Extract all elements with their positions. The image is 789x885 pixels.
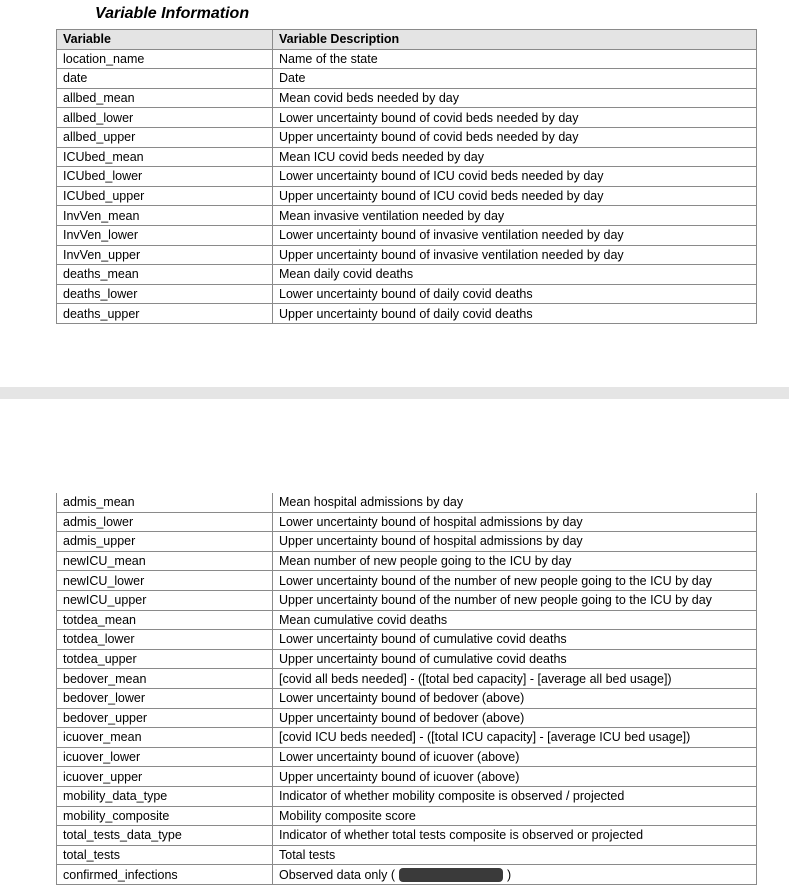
variable-description: Lower uncertainty bound of the number of new people going to the ICU by day (273, 571, 757, 591)
variable-table-page1 (56, 29, 757, 324)
table-row (57, 225, 757, 245)
variable-description (273, 865, 757, 885)
variable-description: Lower uncertainty bound of cumulative covid deaths (273, 630, 757, 650)
variable-description: Mean covid beds needed by day (273, 88, 757, 108)
table-row (57, 806, 757, 826)
description-text-end: ) (507, 867, 512, 882)
variable-name: totdea_upper (57, 649, 273, 669)
variable-name: icuover_upper (57, 767, 273, 787)
variable-name: icuover_lower (57, 747, 273, 767)
variable-name: admis_lower (57, 512, 273, 532)
variable-name: location_name (57, 49, 273, 69)
variable-name: allbed_lower (57, 108, 273, 128)
variable-description: [covid all beds needed] - ([total bed capacity] - [average all bed usage]) (273, 669, 757, 689)
table-row (57, 186, 757, 206)
variable-name: deaths_mean (57, 265, 273, 285)
table-row (57, 669, 757, 689)
table-row (57, 206, 757, 226)
variable-name: ICUbed_upper (57, 186, 273, 206)
table-row (57, 147, 757, 167)
variable-description: Lower uncertainty bound of ICU covid beds needed by day (273, 167, 757, 187)
variable-name: allbed_upper (57, 127, 273, 147)
description-text: Observed data only ( (279, 867, 396, 882)
variable-name: newICU_lower (57, 571, 273, 591)
table-row (57, 304, 757, 324)
table-row (57, 610, 757, 630)
variable-name: admis_mean (57, 493, 273, 512)
variable-description: Indicator of whether mobility composite is observed / projected (273, 786, 757, 806)
variable-name: bedover_lower (57, 688, 273, 708)
redaction-box (399, 868, 503, 882)
variable-table-page2 (56, 493, 757, 885)
table-row (57, 265, 757, 285)
variable-description: Lower uncertainty bound of hospital admissions by day (273, 512, 757, 532)
table-row (57, 845, 757, 865)
table-row (57, 167, 757, 187)
table-row (57, 728, 757, 748)
variable-description: Lower uncertainty bound of bedover (above) (273, 688, 757, 708)
variable-description: Mobility composite score (273, 806, 757, 826)
table-row (57, 108, 757, 128)
variable-description: Lower uncertainty bound of invasive ventilation needed by day (273, 225, 757, 245)
table-row (57, 532, 757, 552)
variable-description: Mean ICU covid beds needed by day (273, 147, 757, 167)
variable-description: Mean daily covid deaths (273, 265, 757, 285)
variable-name: totdea_mean (57, 610, 273, 630)
variable-name: newICU_upper (57, 590, 273, 610)
variable-name: allbed_mean (57, 88, 273, 108)
table-row (57, 245, 757, 265)
variable-name: deaths_lower (57, 284, 273, 304)
variable-name: date (57, 69, 273, 89)
variable-description: Total tests (273, 845, 757, 865)
variable-name: InvVen_mean (57, 206, 273, 226)
table-row (57, 512, 757, 532)
variable-description: Mean cumulative covid deaths (273, 610, 757, 630)
variable-description: Mean number of new people going to the ICU by day (273, 551, 757, 571)
table-row (57, 649, 757, 669)
variable-name: mobility_data_type (57, 786, 273, 806)
variable-description: Upper uncertainty bound of daily covid deaths (273, 304, 757, 324)
variable-name: admis_upper (57, 532, 273, 552)
variable-description: [covid ICU beds needed] - ([total ICU capacity] - [average ICU bed usage]) (273, 728, 757, 748)
variable-name: totdea_lower (57, 630, 273, 650)
variable-description: Lower uncertainty bound of daily covid deaths (273, 284, 757, 304)
table-row (57, 826, 757, 846)
variable-description: Date (273, 69, 757, 89)
variable-name: total_tests_data_type (57, 826, 273, 846)
table-row (57, 69, 757, 89)
variable-name: icuover_mean (57, 728, 273, 748)
variable-description: Lower uncertainty bound of icuover (above) (273, 747, 757, 767)
variable-description: Mean hospital admissions by day (273, 493, 757, 512)
variable-name: InvVen_lower (57, 225, 273, 245)
table-row (57, 747, 757, 767)
variable-name: ICUbed_mean (57, 147, 273, 167)
variable-name: bedover_upper (57, 708, 273, 728)
variable-description: Upper uncertainty bound of bedover (above) (273, 708, 757, 728)
variable-description: Indicator of whether total tests composite is observed or projected (273, 826, 757, 846)
variable-description: Name of the state (273, 49, 757, 69)
variable-description: Upper uncertainty bound of invasive ventilation needed by day (273, 245, 757, 265)
header-description: Variable Description (273, 30, 757, 50)
table-row (57, 49, 757, 69)
table-row (57, 551, 757, 571)
table-row (57, 571, 757, 591)
variable-description: Upper uncertainty bound of hospital admissions by day (273, 532, 757, 552)
section-title: Variable Information (95, 5, 250, 22)
table-row (57, 865, 757, 885)
variable-name: total_tests (57, 845, 273, 865)
table-row (57, 767, 757, 787)
variable-name: ICUbed_lower (57, 167, 273, 187)
variable-description: Lower uncertainty bound of covid beds needed by day (273, 108, 757, 128)
table-row (57, 786, 757, 806)
variable-name: confirmed_infections (57, 865, 273, 885)
variable-description: Upper uncertainty bound of the number of new people going to the ICU by day (273, 590, 757, 610)
table-row (57, 590, 757, 610)
table-row (57, 127, 757, 147)
table-row (57, 708, 757, 728)
table-row (57, 493, 757, 512)
header-variable: Variable (57, 30, 273, 50)
variable-name: deaths_upper (57, 304, 273, 324)
table-row (57, 284, 757, 304)
page-break (0, 387, 789, 399)
variable-description: Upper uncertainty bound of icuover (above) (273, 767, 757, 787)
variable-name: mobility_composite (57, 806, 273, 826)
variable-name: bedover_mean (57, 669, 273, 689)
variable-description: Upper uncertainty bound of ICU covid beds needed by day (273, 186, 757, 206)
variable-name: newICU_mean (57, 551, 273, 571)
variable-description: Upper uncertainty bound of cumulative covid deaths (273, 649, 757, 669)
variable-name: InvVen_upper (57, 245, 273, 265)
table-row (57, 688, 757, 708)
variable-description: Upper uncertainty bound of covid beds needed by day (273, 127, 757, 147)
table-header-row (57, 30, 757, 50)
variable-description: Mean invasive ventilation needed by day (273, 206, 757, 226)
table-row (57, 630, 757, 650)
table-row (57, 88, 757, 108)
